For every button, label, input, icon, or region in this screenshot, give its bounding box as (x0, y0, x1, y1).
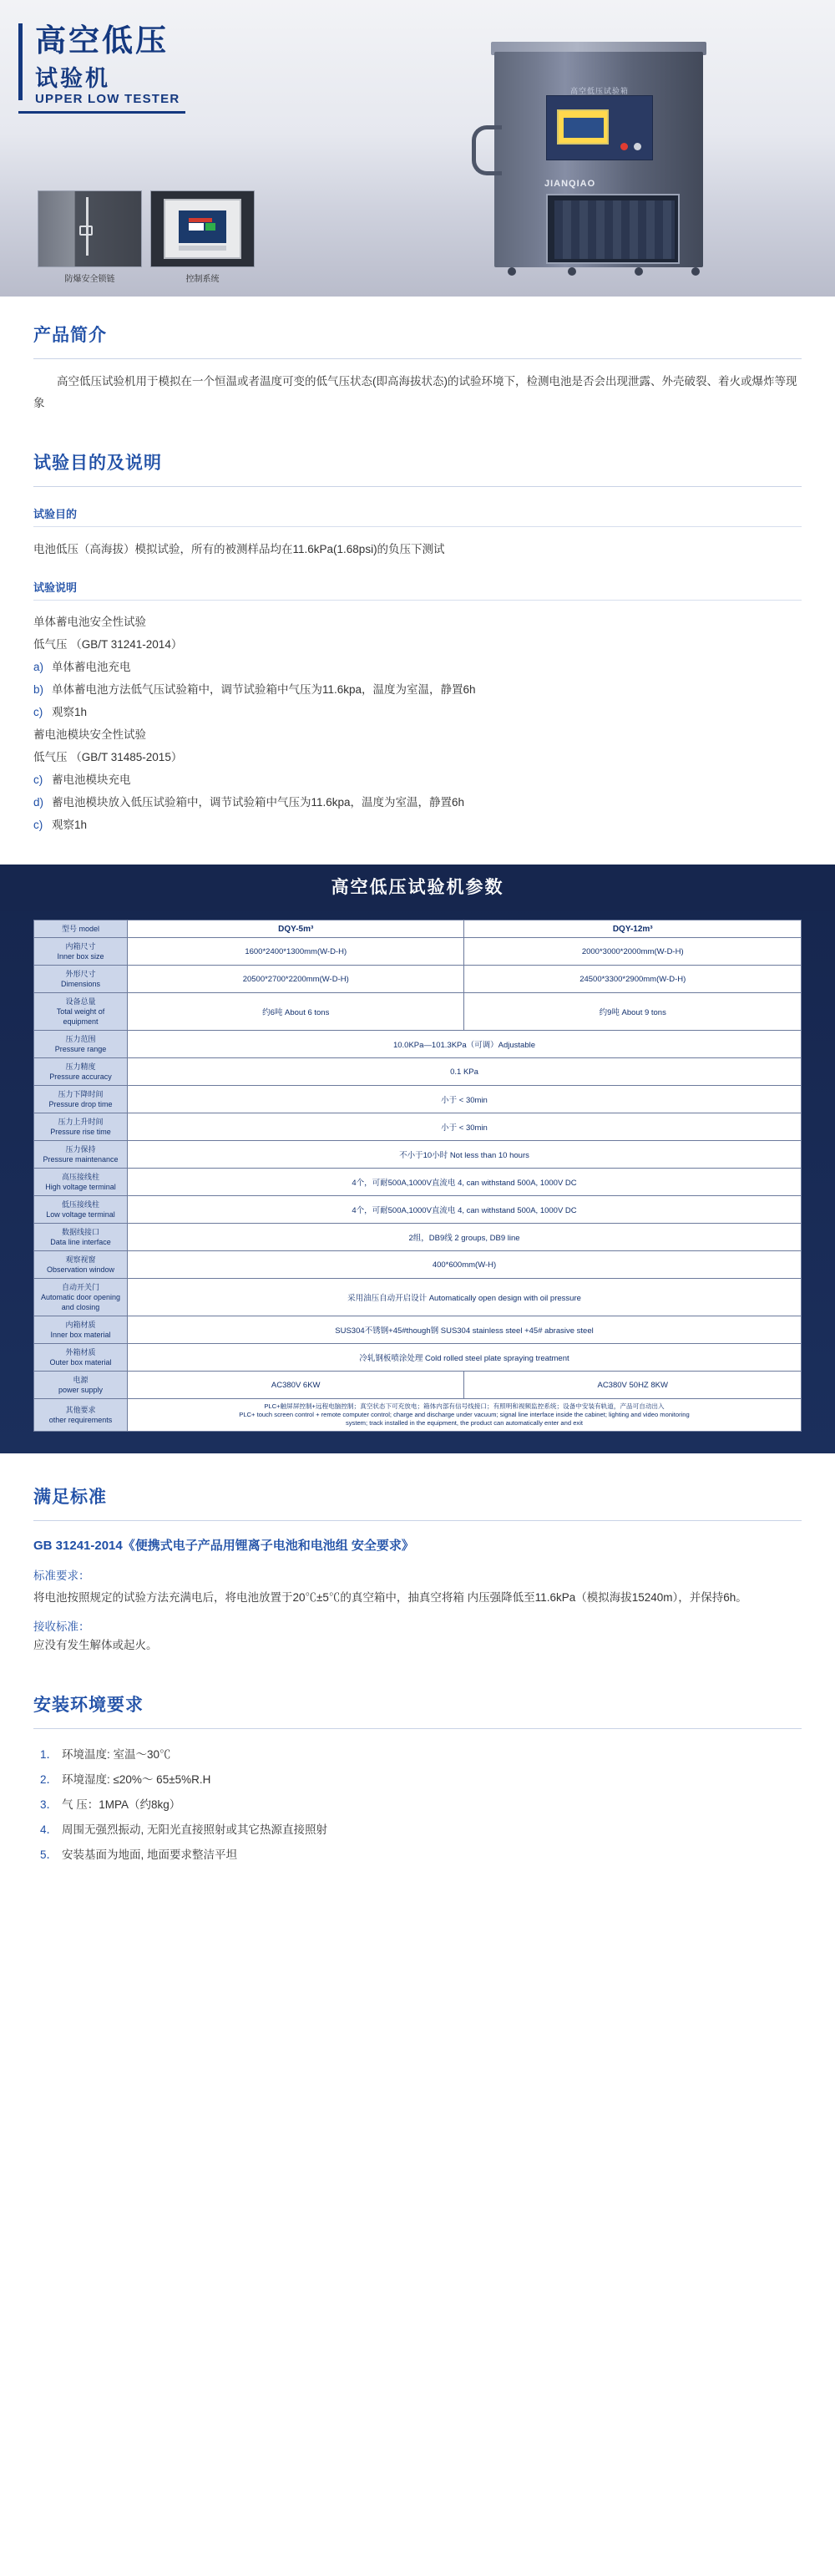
list-text: 蓄电池模块放入低压试验箱中，调节试验箱中气压为11.6kpa，温度为室温，静置6h (52, 796, 465, 809)
section-intro-header (0, 297, 835, 352)
table-row-label: 低压接线柱 Low voltage terminal (34, 1196, 128, 1224)
purpose-sub1-text: 电池低压（高海拔）模拟试验，所有的被测样品均在11.6kPa(1.68psi)的负压下测试 (33, 543, 445, 555)
table-cell-value-col2: 24500*3300*2900mm(W-D-H) (464, 966, 802, 993)
thumbnail-caption-1: 防爆安全锁链 (64, 275, 115, 284)
table-row-label: 内箱材质 Inner box material (34, 1316, 128, 1344)
machine-caster-3 (635, 267, 643, 276)
table-cell-value: 400*600mm(W-H) (128, 1251, 802, 1279)
machine-caster-4 (691, 267, 700, 276)
parameters-section (0, 865, 835, 1453)
purpose-sub2-title: 试验说明 (33, 581, 78, 594)
table-row-label: 自动开关门 Automatic door opening and closing (34, 1279, 128, 1316)
table-header-col2: DQY-12m³ (464, 920, 802, 938)
table-cell-value-col1: AC380V 6KW (128, 1372, 464, 1399)
power-indicator-red-icon (620, 143, 628, 150)
machine-panel-label: 高空低压试验箱 (569, 87, 629, 95)
intro-title: 产品简介 (33, 326, 107, 345)
hero-banner (0, 0, 835, 297)
lock-icon (79, 226, 93, 236)
list-text: 环境湿度: ≤20%～ 65±5%R.H (62, 1773, 211, 1786)
standard-acceptance-text: 应没有发生解体或起火。 (33, 1639, 158, 1651)
table-row-label: 数据线接口 Data line interface (34, 1224, 128, 1251)
list-item (0, 768, 835, 791)
hmi-button-row (179, 246, 226, 250)
list-item (0, 701, 835, 723)
list-index: c) (33, 819, 43, 831)
table-row (34, 1058, 802, 1086)
machine-hmi-screen (557, 109, 609, 145)
list-index: 3． (40, 1798, 58, 1811)
group1-title: 单体蓄电池安全性试验 (33, 616, 146, 628)
list-item (0, 1742, 835, 1767)
table-cell-value: 冷轧钢板喷涂处理 Cold rolled steel plate spraying treatment (128, 1344, 802, 1372)
power-indicator-gray-icon (634, 143, 641, 150)
list-text: 环境温度: 室温～30℃ (62, 1748, 171, 1761)
group2-standard: 低气压 （GB/T 31485-2015） (33, 751, 183, 763)
table-cell-value: 0.1 KPa (128, 1058, 802, 1086)
list-index: 2． (40, 1773, 58, 1786)
hero-title-cn-line2: 试验机 (35, 66, 110, 91)
table-row (34, 1251, 802, 1279)
list-text: 观察1h (52, 706, 88, 718)
group1-standard: 低气压 （GB/T 31241-2014） (33, 638, 183, 651)
table-row-label: 高压接线柱 High voltage terminal (34, 1169, 128, 1196)
table-cell-value-col1: 20500*2700*2200mm(W-D-H) (128, 966, 464, 993)
table-row-label: 压力下降时间 Pressure drop time (34, 1086, 128, 1113)
list-text: 蓄电池模块充电 (52, 773, 131, 786)
hero-title-en: UPPER LOW TESTER (35, 92, 180, 106)
table-row-label: 压力范围 Pressure range (34, 1031, 128, 1058)
list-index: 5． (40, 1848, 58, 1861)
machine-body (494, 52, 703, 267)
list-index: a) (33, 661, 44, 673)
section-environment-header (0, 1656, 835, 1722)
table-row (34, 1316, 802, 1344)
standard-requirement-label: 标准要求： (33, 1569, 90, 1582)
table-row-label: 压力精度 Pressure accuracy (34, 1058, 128, 1086)
machine-handle (472, 125, 502, 175)
list-item (0, 791, 835, 814)
table-row (34, 1372, 802, 1399)
table-cell-value-col2: 2000*3000*2000mm(W-D-H) (464, 938, 802, 966)
table-row (34, 1141, 802, 1169)
thumbnail-control-system (150, 190, 255, 267)
table-cell-value: 4个，可耐500A,1000V直流电 4, can withstand 500A, 1000V DC (128, 1196, 802, 1224)
list-text: 观察1h (52, 819, 88, 831)
table-row-label: 其他要求 other requirements (34, 1399, 128, 1432)
table-header-model: 型号 model (34, 920, 128, 938)
table-cell-value: SUS304不锈钢+45#though钢 SUS304 stainless steel +45# abrasive steel (128, 1316, 802, 1344)
standard-acceptance-label: 接收标准： (33, 1620, 90, 1633)
table-row-label: 压力保持 Pressure maintenance (34, 1141, 128, 1169)
table-row (34, 1279, 802, 1316)
section-standard-header (0, 1453, 835, 1514)
table-row-label: 外箱材质 Outer box material (34, 1344, 128, 1372)
table-row (34, 993, 802, 1031)
table-row-label: 外形尺寸 Dimensions (34, 966, 128, 993)
table-cell-value: 2组，DB9线 2 groups, DB9 line (128, 1224, 802, 1251)
table-cell-value-col1: 约6吨 About 6 tons (128, 993, 464, 1031)
table-row-label: 内箱尺寸 Inner box size (34, 938, 128, 966)
table-row-label: 压力上升时间 Pressure rise time (34, 1113, 128, 1141)
purpose-title: 试验目的及说明 (33, 454, 162, 473)
control-panel-art (164, 199, 241, 259)
table-cell-value: PLC+触屏屏控制+远程电脑控制；真空状态下可充放电；箱体内部有信号线接口；有照明和视频监控系统；设备中安装有轨道，产品可自动出入 PLC+ touch screen control + remote computer control; charge and discharge under vacuum; signal line interface inside the cabinet; lighting and video monitoring system; track installed in the equipment, the product can automatically enter and exit (128, 1399, 802, 1432)
machine-door (546, 194, 680, 264)
machine-door-window (554, 200, 675, 259)
list-item (0, 1843, 835, 1868)
purpose-sub1-title: 试验目的 (33, 508, 78, 520)
table-row (34, 1169, 802, 1196)
table-row (34, 966, 802, 993)
list-index: 4． (40, 1823, 58, 1836)
table-header-col1: DQY-5m³ (128, 920, 464, 938)
list-item (0, 1793, 835, 1818)
list-item (0, 814, 835, 836)
table-cell-value: 不小于10小时 Not less than 10 hours (128, 1141, 802, 1169)
list-index: 1． (40, 1748, 58, 1761)
machine-caster-1 (508, 267, 516, 276)
table-cell-value: 4个，可耐500A,1000V直流电 4, can withstand 500A, 1000V DC (128, 1169, 802, 1196)
table-row-label: 设备总量 Total weight of equipment (34, 993, 128, 1031)
machine-brand-label: JIANQIAO (544, 179, 596, 189)
list-item (0, 1767, 835, 1793)
table-row-label: 电源 power supply (34, 1372, 128, 1399)
hmi-status-box (205, 223, 216, 231)
list-index: c) (33, 706, 43, 718)
section-purpose-header (0, 414, 835, 479)
table-row (34, 1399, 802, 1432)
table-row (34, 1031, 802, 1058)
list-text: 周围无强烈振动, 无阳光直接照射或其它热源直接照射 (62, 1823, 328, 1836)
standard-title: 满足标准 (33, 1488, 107, 1507)
table-row (34, 938, 802, 966)
parameters-banner-title: 高空低压试验机参数 (0, 865, 835, 911)
machine-control-panel (546, 95, 653, 160)
list-text: 安装基面为地面, 地面要求整洁平坦 (62, 1848, 238, 1861)
parameters-table (33, 920, 802, 1432)
list-index: b) (33, 683, 44, 696)
table-row (34, 1086, 802, 1113)
table-cell-value-col2: 约9吨 About 9 tons (464, 993, 802, 1031)
table-cell-value: 小于 < 30min (128, 1086, 802, 1113)
table-row (34, 1344, 802, 1372)
table-cell-value: 采用油压自动开启设计 Automatically open design with oil pressure (128, 1279, 802, 1316)
table-cell-value: 10.0KPa—101.3KPa（可调）Adjustable (128, 1031, 802, 1058)
hmi-screen-art (179, 210, 226, 243)
machine-photo (468, 33, 743, 284)
thumbnail-safety-chain (38, 190, 142, 267)
intro-paragraph: 高空低压试验机用于模拟在一个恒温或者温度可变的低气压状态(即高海拔状态)的试验环境下，检测电池是否会出现泄露、外壳破裂、着火或爆炸等现象 (33, 375, 797, 409)
group2-title: 蓄电池模块安全性试验 (33, 728, 146, 741)
hero-accent-bar (18, 23, 23, 100)
list-index: d) (33, 796, 44, 809)
table-cell-value-col2: AC380V 50HZ 8KW (464, 1372, 802, 1399)
list-text: 单体蓄电池充电 (52, 661, 131, 673)
table-header-row (34, 920, 802, 938)
list-item (0, 678, 835, 701)
list-text: 单体蓄电池方法低气压试验箱中，调节试验箱中气压为11.6kpa，温度为室温，静置6h (52, 683, 476, 696)
table-row (34, 1224, 802, 1251)
hero-title-cn-line1: 高空低压 (35, 23, 169, 58)
table-cell-value-col1: 1600*2400*1300mm(W-D-H) (128, 938, 464, 966)
table-cell-value: 小于 < 30min (128, 1113, 802, 1141)
table-row (34, 1196, 802, 1224)
machine-hmi-display (564, 118, 604, 138)
list-item (0, 1818, 835, 1843)
list-index: c) (33, 773, 43, 786)
hero-underline (18, 111, 185, 114)
list-item (0, 656, 835, 678)
thumbnail-caption-2: 控制系统 (185, 275, 220, 284)
hmi-value-box (189, 223, 203, 231)
standard-name: GB 31241-2014《便携式电子产品用锂离子电池和电池组 安全要求》 (33, 1539, 414, 1553)
machine-caster-2 (568, 267, 576, 276)
environment-title: 安装环境要求 (33, 1696, 144, 1715)
table-row (34, 1113, 802, 1141)
list-text: 气 压：1MPA（约8kg） (62, 1798, 181, 1811)
table-row-label: 观察视窗 Observation window (34, 1251, 128, 1279)
hmi-alarm-bar (189, 218, 211, 222)
standard-requirement-text: 将电池按照规定的试验方法充满电后，将电池放置于20℃±5℃的真空箱中，抽真空将箱 内压强降低至11.6kPa（模拟海拔15240m），并保持6h。 (33, 1591, 747, 1604)
